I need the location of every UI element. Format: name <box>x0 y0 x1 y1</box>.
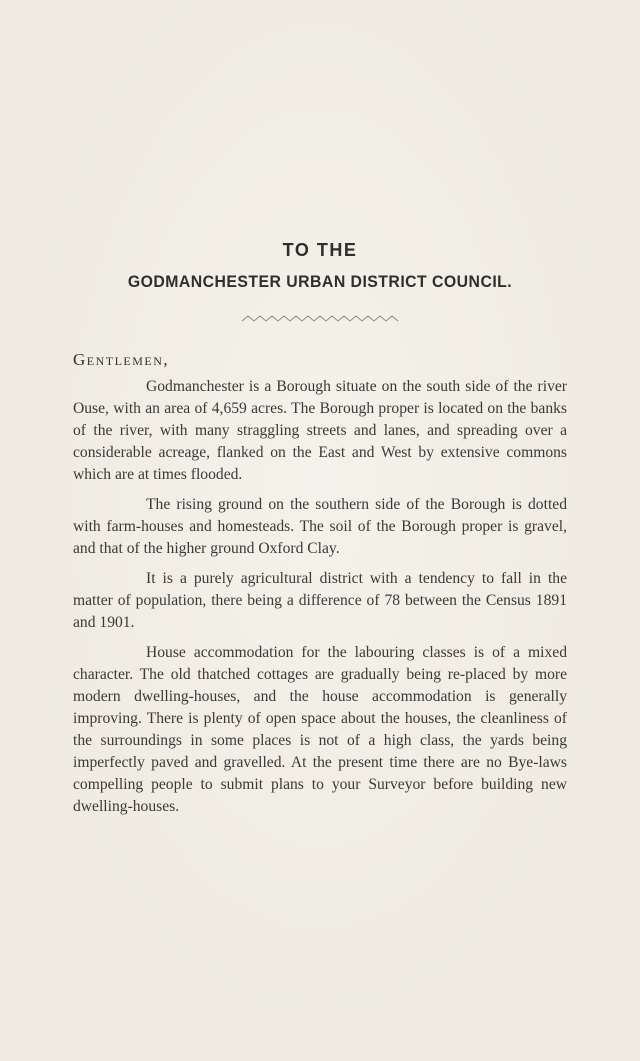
paragraph-house-accommodation: House accommodation for the labouring classes is of a mixed character. The old thatched cottages are gradually being re-placed by more modern dwelling-houses, and the house accommodation is generally improving. There is plenty of open space about the houses, the cleanliness of the surroundings in some places is not of a high class, the yards being imperfectly paved and gravelled. At the present time there are no Bye-laws compelling people to submit plans to your Surveyor before building new dwelling-houses. <box>73 644 567 815</box>
decorative-wave-divider <box>240 313 400 325</box>
report-body <box>73 376 567 826</box>
salutation: Gentlemen, <box>73 350 170 369</box>
paragraph-rising-ground: The rising ground on the southern side of the Borough is dotted with farm-houses and homesteads. The soil of the Borough proper is gravel, and that of the higher ground Oxford Clay. <box>73 496 567 557</box>
heading-council-name: GODMANCHESTER URBAN DISTRICT COUNCIL. <box>127 272 513 291</box>
heading-to-the: TO THE <box>282 240 358 260</box>
paragraph-population: It is a purely agricultural district with a tendency to fall in the matter of population, there being a difference of 78 between the Census 1891 and 1901. <box>73 570 567 631</box>
paragraph-borough-location: Godmanchester is a Borough situate on the south side of the river Ouse, with an area of 4,659 acres. The Borough proper is located on the banks of the river, with many straggling streets and lanes, and spreading over a considerable acreage, flanked on the East and West by extensive commons which are at times flooded. <box>73 378 567 483</box>
